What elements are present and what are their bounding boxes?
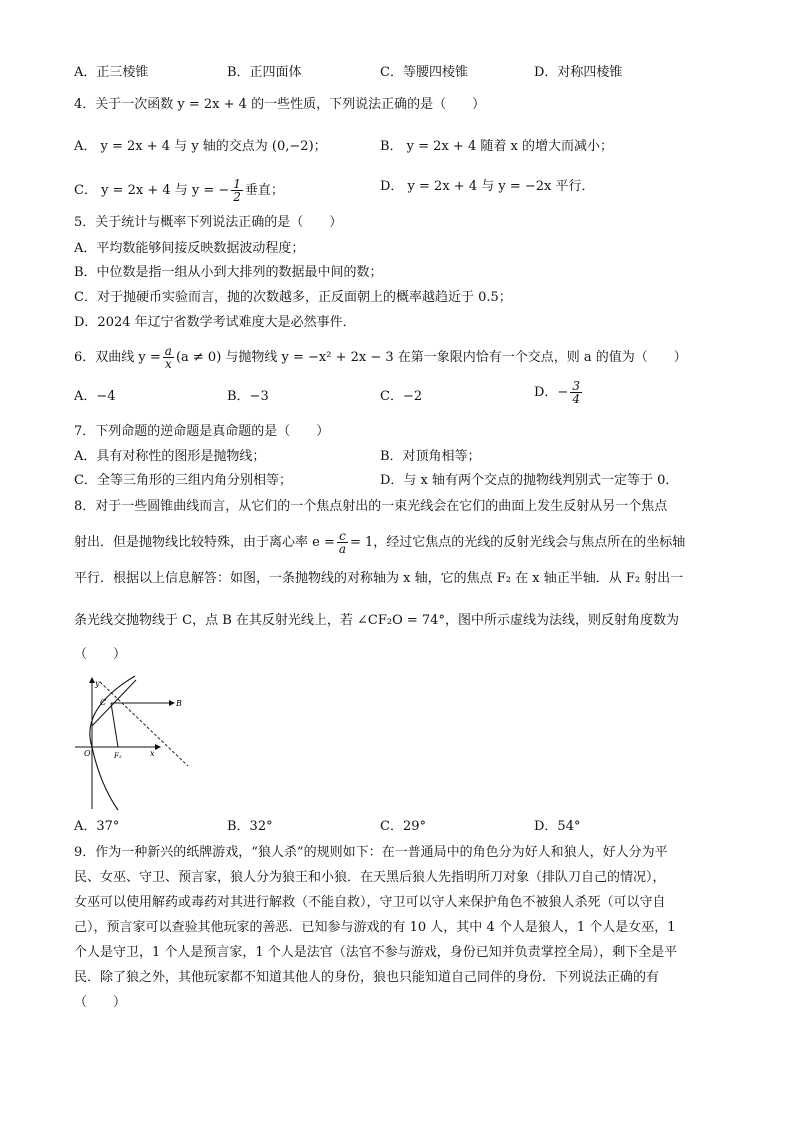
q3-option-c: C．等腰四棱锥 bbox=[380, 65, 468, 80]
q8-option-a: A．37° bbox=[74, 819, 120, 834]
q5-stem: 5．关于统计与概率下列说法正确的是（ ） bbox=[74, 215, 343, 230]
parabola-curve bbox=[90, 676, 135, 810]
q7-option-d: D．与 x 轴有两个交点的抛物线判别式一定等于 0． bbox=[380, 473, 679, 488]
q8-line-1: 8．对于一些圆锥曲线而言，从它们的一个焦点射出的一束光线会在它们的曲面上发生反射从另一个焦点 bbox=[74, 499, 668, 514]
q6-stem bbox=[74, 345, 687, 370]
fraction bbox=[163, 345, 174, 370]
q3-option-a: A．正三棱锥 bbox=[74, 65, 149, 80]
q3-option-d: D．对称四棱锥 bbox=[534, 65, 623, 80]
incident-ray bbox=[111, 703, 118, 747]
fraction-denominator: a bbox=[338, 542, 347, 556]
q6-option-c: C．−2 bbox=[380, 389, 423, 404]
fraction bbox=[570, 380, 582, 405]
fraction-denominator: 4 bbox=[572, 392, 580, 406]
q9-line-5: 个人是守卫，1 个人是预言家，1 个人是法官（法官不参与游戏，身份已知并负责掌控全局），剩下全是平 bbox=[74, 945, 678, 960]
q8-option-b: B．32° bbox=[227, 819, 273, 834]
label-origin: O bbox=[84, 749, 91, 758]
label-y: y bbox=[95, 679, 100, 688]
q6-stem-text: 6．双曲线 y = bbox=[74, 350, 161, 365]
q4-option-d: D． y = 2x + 4 与 y = −2x 平行． bbox=[380, 179, 595, 194]
q8-line-4: 条光线交抛物线于 C，点 B 在其反射光线上，若 ∠CF₂O = 74°，图中所示虚线为法线，则反射角度数为 bbox=[74, 613, 679, 628]
q5-option-c: C．对于抛硬币实验而言，抛的次数越多，正反面朝上的概率越趋近于 0.5； bbox=[74, 290, 512, 305]
label-b: B bbox=[176, 699, 182, 708]
q8-line-2-text: 射出．但是抛物线比较特殊，由于离心率 e = bbox=[74, 535, 335, 550]
q9-line-6: 民．除了狼之外，其他玩家都不知道其他人的身份，狼也只能知道自己同伴的身份．下列说法正确的有 bbox=[74, 970, 660, 985]
q3-option-b: B．正四面体 bbox=[227, 65, 302, 80]
q8-option-d: D．54° bbox=[534, 819, 581, 834]
q7-option-c: C．全等三角形的三组内角分别相等； bbox=[74, 473, 292, 488]
q8-line-3: 平行．根据以上信息解答：如图，一条抛物线的对称轴为 x 轴，它的焦点 F₂ 在 x 轴正半轴．从 F₂ 射出一 bbox=[74, 571, 684, 586]
fraction bbox=[337, 530, 348, 555]
q5-option-a: A．平均数能够间接反映数据波动程度； bbox=[74, 241, 305, 256]
label-c: C bbox=[100, 698, 107, 707]
q6-option-d-text: D．− bbox=[534, 385, 569, 400]
q4-option-c-suffix: 垂直； bbox=[244, 183, 284, 198]
q5-option-b: B．中位数是指一组从小到大排列的数据最中间的数； bbox=[74, 265, 383, 280]
q9-line-2: 民、女巫、守卫、预言家，狼人分为狼王和小狼．在天黑后狼人先指明所刀对象（排队刀自己的情况）， bbox=[74, 870, 666, 885]
fraction-numerator: a bbox=[164, 344, 172, 358]
parabola-reflection-figure bbox=[70, 674, 195, 814]
fraction-denominator: 2 bbox=[233, 190, 241, 204]
q7-option-a: A．具有对称性的图形是抛物线； bbox=[74, 449, 266, 464]
q8-line-2-suffix: = 1，经过它焦点的光线的反射光线会与焦点所在的坐标轴 bbox=[350, 535, 686, 550]
fraction-numerator: c bbox=[339, 529, 346, 543]
q4-option-b: B． y = 2x + 4 随着 x 的增大而减小； bbox=[380, 139, 613, 154]
q6-option-d bbox=[534, 380, 584, 405]
q4-option-a: A． y = 2x + 4 与 y 轴的交点为 (0,−2)； bbox=[74, 139, 327, 154]
fraction-denominator: x bbox=[163, 357, 174, 370]
fraction bbox=[231, 178, 243, 203]
q8-option-c: C．29° bbox=[380, 819, 426, 834]
label-f2: F₂ bbox=[114, 752, 122, 760]
q9-line-7: （ ） bbox=[74, 995, 127, 1010]
q4-option-c bbox=[74, 178, 284, 203]
q4-option-c-text: C． y = 2x + 4 与 y = − bbox=[74, 183, 230, 198]
q6-option-a: A．−4 bbox=[74, 389, 116, 404]
q6-stem-suffix: (a ≠ 0) 与抛物线 y = −x² + 2x − 3 在第一象限内恰有一个交点，则 a 的值为（ ） bbox=[175, 350, 687, 365]
fraction-numerator: 1 bbox=[233, 177, 241, 191]
q9-line-3: 女巫可以使用解药或毒药对其进行解救（不能自救），守卫可以守人来保护角色不被狼人杀死（可以守自 bbox=[74, 895, 666, 910]
q4-stem: 4．关于一次函数 y = 2x + 4 的一些性质，下列说法正确的是（ ） bbox=[74, 97, 486, 112]
fraction-numerator: 3 bbox=[572, 379, 580, 393]
q8-line-2 bbox=[74, 530, 685, 555]
label-x: x bbox=[150, 749, 155, 758]
q8-line-5: （ ） bbox=[74, 647, 127, 662]
q5-option-d: D．2024 年辽宁省数学考试难度大是必然事件． bbox=[74, 315, 356, 330]
q6-option-b: B．−3 bbox=[227, 389, 269, 404]
q9-line-4: 己），预言家可以查验其他玩家的善恶．已知参与游戏的有 10 人，其中 4 个人是狼人，1 个人是女巫，1 bbox=[74, 920, 676, 935]
q7-stem: 7．下列命题的逆命题是真命题的是（ ） bbox=[74, 424, 330, 439]
q9-line-1: 9．作为一种新兴的纸牌游戏，“狼人杀”的规则如下：在一普通局中的角色分为好人和狼人，好人分为平 bbox=[74, 845, 668, 860]
q7-option-b: B．对顶角相等； bbox=[380, 449, 481, 464]
